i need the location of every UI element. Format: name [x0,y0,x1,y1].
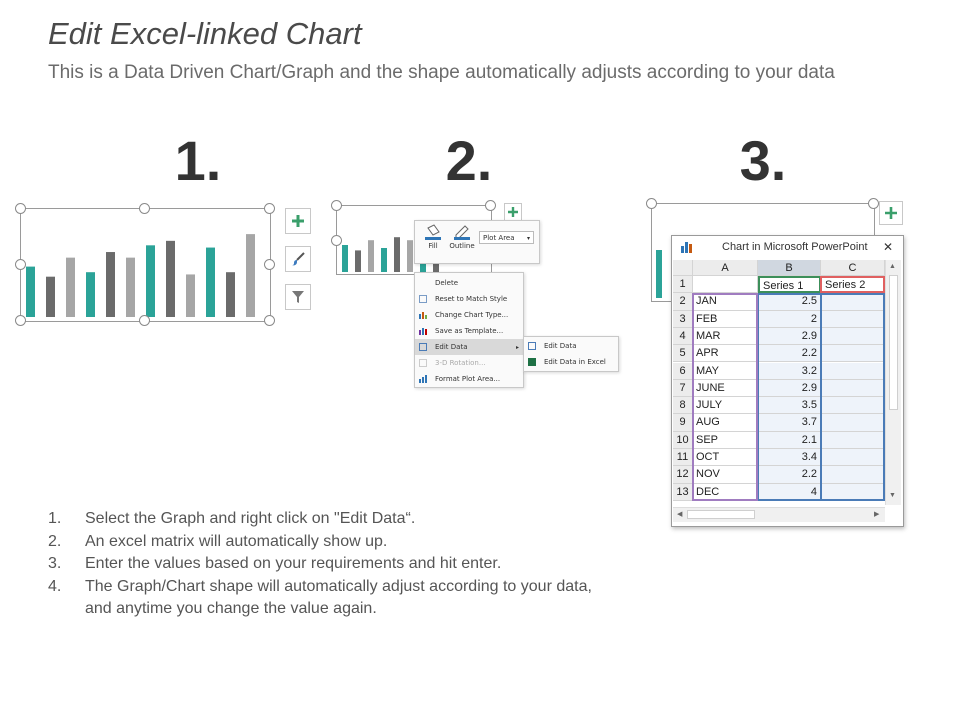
chart-elements-button[interactable] [285,208,311,234]
rotation-icon [419,359,427,367]
chart-bar [368,240,374,272]
value-cell[interactable] [821,380,885,397]
menu-item-label: Change Chart Type... [435,311,509,319]
context-menu [414,272,524,388]
resize-handle[interactable] [485,200,496,211]
value-cell[interactable] [821,397,885,414]
chart-bar [66,258,75,317]
edit-data-submenu [523,336,619,372]
mini-toolbar [414,220,540,264]
menu-item-label: Save as Template... [435,327,504,335]
list-item-number: 4. [48,577,62,595]
value-cell[interactable]: 2.1 [758,432,821,449]
row-header[interactable]: 12 [673,466,693,483]
chart-selection-frame[interactable] [20,208,271,322]
background-chart-bar [656,250,662,298]
resize-handle[interactable] [15,203,26,214]
category-cell[interactable]: NOV [693,466,758,483]
chart-elements-button[interactable] [504,203,522,221]
plus-icon [290,213,306,229]
brush-icon [290,251,306,267]
chart-bar [46,277,55,317]
chart-type-icon [419,311,427,319]
row-header[interactable]: 8 [673,397,693,414]
reset-style-icon [419,295,427,303]
list-item [48,553,685,576]
menu-item-label: Edit Data [435,343,468,351]
list-item-text: An excel matrix will automatically show up. [85,532,388,550]
row-header[interactable]: 5 [673,345,693,362]
list-item-text: Enter the values based on your requirements and hit enter. [85,555,502,572]
menu-item-3d-rotation [415,355,523,371]
scroll-right-icon[interactable]: ▶ [874,511,880,518]
value-cell[interactable]: 2.2 [758,345,821,362]
filter-icon [290,289,306,305]
chart-bar [106,252,115,317]
chart-bar [186,274,195,317]
scroll-down-icon[interactable]: ▼ [889,492,896,499]
row-header[interactable]: 4 [673,328,693,345]
value-cell[interactable]: 4 [758,484,821,501]
chart-bar [226,272,235,317]
step1-chart-panel [14,201,334,331]
row-header[interactable]: 7 [673,380,693,397]
page-subtitle: This is a Data Driven Chart/Graph and the shape automatically adjusts according to your data [48,62,835,83]
column-header[interactable]: A [693,260,758,276]
resize-handle[interactable] [646,198,657,209]
category-cell[interactable]: FEB [693,311,758,328]
list-item-number: 2. [48,532,62,550]
value-cell[interactable]: 2.5 [758,293,821,310]
scrollbar-thumb[interactable] [687,510,755,519]
value-cell[interactable]: 3.4 [758,449,821,466]
list-item-text: Select the Graph and right click on "Edit Data“. [85,510,416,527]
row-header[interactable]: 1 [673,276,693,293]
step-number-3: 3. [739,129,787,192]
category-cell[interactable]: SEP [693,432,758,449]
chart-bar [206,248,215,317]
category-cell[interactable]: APR [693,345,758,362]
header-cell[interactable]: Series 1 [758,276,821,293]
row-header[interactable]: 6 [673,363,693,380]
value-cell[interactable] [821,449,885,466]
outline-button[interactable] [447,224,477,260]
chart-bar [146,245,155,317]
value-cell[interactable]: 3.5 [758,397,821,414]
row-header[interactable]: 10 [673,432,693,449]
scroll-up-icon[interactable]: ▲ [889,263,896,270]
chart-styles-button[interactable] [285,246,311,272]
value-cell[interactable] [821,345,885,362]
list-item-number: 1. [48,510,62,527]
menu-item-edit-data[interactable] [415,339,523,355]
column-header[interactable]: B [758,260,821,276]
page-title: Edit Excel-linked Chart [48,16,362,51]
category-cell[interactable]: JAN [693,293,758,310]
chart-filters-button[interactable] [285,284,311,310]
template-icon [419,327,427,335]
value-cell[interactable] [821,466,885,483]
chart-bar [126,258,135,317]
outline-label: Outline [449,242,475,250]
category-cell[interactable]: OCT [693,449,758,466]
menu-item-format-plot-area[interactable] [415,371,523,387]
vertical-scrollbar[interactable] [885,260,901,505]
fill-label: Fill [428,242,438,250]
category-cell[interactable]: MAY [693,363,758,380]
value-cell[interactable] [821,328,885,345]
value-cell[interactable]: 2 [758,311,821,328]
list-item [48,598,685,621]
submenu-item-edit-data[interactable] [524,338,618,354]
row-header[interactable]: 3 [673,311,693,328]
edit-data-icon [528,342,536,350]
resize-handle[interactable] [15,259,26,270]
list-item-text: and anytime you change the value again. [85,600,377,617]
menu-item-label: Delete [435,279,458,287]
fill-bucket-icon [424,224,442,240]
excel-icon [528,358,536,366]
row-header[interactable]: 11 [673,449,693,466]
submenu-item-label: Edit Data in Excel [544,358,606,366]
list-item-number [48,598,85,621]
category-cell[interactable]: AUG [693,414,758,431]
value-cell[interactable] [821,414,885,431]
row-header[interactable]: 9 [673,414,693,431]
chart-bar [342,245,348,272]
value-cell[interactable]: 3.7 [758,414,821,431]
window-titlebar [672,236,903,260]
chart-bar [381,248,387,272]
scrollbar-thumb[interactable] [889,275,898,410]
menu-item-change-chart-type[interactable] [415,307,523,323]
mini-bar-chart [21,209,270,321]
list-item [48,576,685,599]
menu-item-label: 3-D Rotation... [435,359,486,367]
list-item-number: 3. [48,555,62,572]
select-all-corner[interactable] [673,260,693,276]
resize-handle[interactable] [264,203,275,214]
step2-context-panel [330,198,625,393]
value-cell[interactable]: 2.2 [758,466,821,483]
chart-bar [407,240,413,272]
value-cell[interactable] [821,363,885,380]
menu-item-save-template[interactable] [415,323,523,339]
submenu-item-label: Edit Data [544,342,577,350]
row-header[interactable]: 2 [673,293,693,310]
header-cell[interactable] [693,276,758,293]
value-cell[interactable]: 2.9 [758,380,821,397]
resize-handle[interactable] [331,200,342,211]
category-cell[interactable]: MAR [693,328,758,345]
row-header[interactable]: 13 [673,484,693,501]
step-number-1: 1. [174,129,222,192]
dropdown-value: Plot Area [483,234,515,242]
excel-data-window [671,235,904,527]
chart-bar [166,241,175,317]
resize-handle[interactable] [139,315,150,326]
chart-element-dropdown[interactable] [479,231,534,244]
menu-item-label: Format Plot Area... [435,375,501,383]
chart-bar [246,234,255,317]
value-cell[interactable] [821,484,885,501]
chevron-down-icon: ▾ [526,235,530,242]
value-cell[interactable]: 2.9 [758,328,821,345]
instruction-list [48,508,685,621]
chart-bar [26,267,35,317]
resize-handle[interactable] [264,315,275,326]
value-cell[interactable]: 3.2 [758,363,821,380]
header-cell[interactable]: Series 2 [821,276,885,293]
column-header[interactable]: C [821,260,885,276]
pencil-icon [453,224,471,240]
step3-spreadsheet-panel [646,194,911,530]
list-item-text: The Graph/Chart shape will automatically adjust according to your data, [85,577,592,595]
plus-icon [507,206,519,218]
chart-bar [394,237,400,272]
submenu-item-edit-in-excel[interactable] [524,354,618,370]
menu-item-delete[interactable] [415,275,523,291]
resize-handle[interactable] [139,203,150,214]
horizontal-scrollbar[interactable] [673,507,885,522]
close-button[interactable]: ✕ [883,240,894,254]
chart-bar [86,272,95,317]
list-item [48,531,685,554]
value-cell[interactable] [821,432,885,449]
chart-bar [355,250,361,272]
spreadsheet-grid [673,260,902,505]
value-cell[interactable] [821,293,885,310]
menu-item-label: Reset to Match Style [435,295,508,303]
chart-app-icon [681,241,693,253]
resize-handle[interactable] [868,198,879,209]
category-cell[interactable]: JUNE [693,380,758,397]
chart-elements-button[interactable] [879,201,903,225]
plus-icon [884,206,898,220]
resize-handle[interactable] [264,259,275,270]
resize-handle[interactable] [331,235,342,246]
step-number-2: 2. [445,129,493,192]
scroll-left-icon[interactable]: ◀ [677,511,683,518]
chevron-right-icon: ▸ [515,343,519,351]
value-cell[interactable] [821,311,885,328]
format-icon [419,375,427,383]
list-item [48,508,685,531]
fill-button[interactable] [421,224,445,260]
category-cell[interactable]: JULY [693,397,758,414]
edit-data-icon [419,343,427,351]
menu-item-reset-style[interactable] [415,291,523,307]
window-title: Chart in Microsoft PowerPoint [722,241,868,253]
resize-handle[interactable] [15,315,26,326]
delete-icon [419,279,427,287]
category-cell[interactable]: DEC [693,484,758,501]
